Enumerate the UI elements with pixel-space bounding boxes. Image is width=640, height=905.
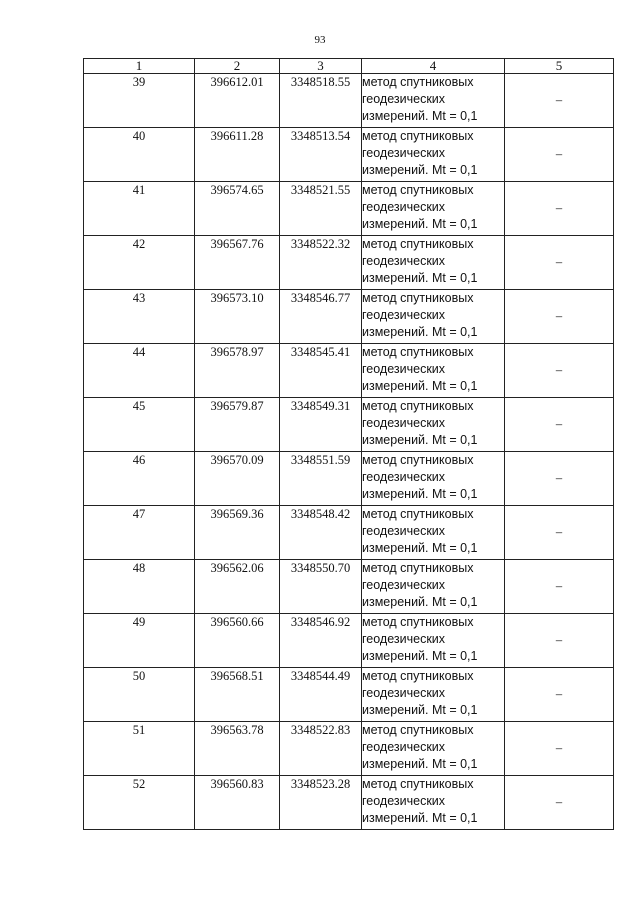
empty-value-dash: –: [505, 182, 614, 236]
method-description: [362, 290, 505, 344]
method-description: [362, 668, 505, 722]
coord-y: 3348546.92: [280, 614, 362, 668]
empty-value-dash: –: [505, 74, 614, 128]
table-row: [84, 290, 614, 344]
coord-y: 3348550.70: [280, 560, 362, 614]
table-body: [84, 74, 614, 830]
point-number: 42: [84, 236, 195, 290]
method-line: геодезических: [362, 200, 446, 214]
method-line: метод спутниковых: [362, 669, 474, 683]
table-row: [84, 560, 614, 614]
method-line: геодезических: [362, 416, 446, 430]
method-line: измерений. Mt = 0,1: [362, 595, 478, 609]
method-line: геодезических: [362, 578, 446, 592]
method-description: [362, 776, 505, 830]
coord-y: 3348522.83: [280, 722, 362, 776]
method-line: измерений. Mt = 0,1: [362, 541, 478, 555]
method-line: измерений. Mt = 0,1: [362, 325, 478, 339]
coord-y: 3348523.28: [280, 776, 362, 830]
table-row: [84, 398, 614, 452]
coord-x: 396570.09: [195, 452, 280, 506]
empty-value-dash: –: [505, 236, 614, 290]
point-number: 48: [84, 560, 195, 614]
coord-x: 396560.66: [195, 614, 280, 668]
method-line: метод спутниковых: [362, 615, 474, 629]
coord-y: 3348548.42: [280, 506, 362, 560]
table-row: [84, 182, 614, 236]
method-line: измерений. Mt = 0,1: [362, 109, 478, 123]
empty-value-dash: –: [505, 290, 614, 344]
empty-value-dash: –: [505, 560, 614, 614]
coord-x: 396612.01: [195, 74, 280, 128]
method-line: измерений. Mt = 0,1: [362, 649, 478, 663]
table-row: [84, 776, 614, 830]
method-line: геодезических: [362, 92, 446, 106]
method-line: метод спутниковых: [362, 723, 474, 737]
point-number: 49: [84, 614, 195, 668]
empty-value-dash: –: [505, 452, 614, 506]
method-line: измерений. Mt = 0,1: [362, 433, 478, 447]
point-number: 40: [84, 128, 195, 182]
coord-y: 3348545.41: [280, 344, 362, 398]
method-description: [362, 560, 505, 614]
method-line: геодезических: [362, 362, 446, 376]
page-number: 93: [314, 34, 326, 46]
method-line: геодезических: [362, 740, 446, 754]
method-line: измерений. Mt = 0,1: [362, 271, 478, 285]
method-line: геодезических: [362, 794, 446, 808]
coord-x: 396560.83: [195, 776, 280, 830]
method-line: измерений. Mt = 0,1: [362, 703, 478, 717]
coord-y: 3348521.55: [280, 182, 362, 236]
table-row: [84, 668, 614, 722]
method-description: [362, 506, 505, 560]
point-number: 46: [84, 452, 195, 506]
header-col-3: 3: [280, 59, 362, 74]
coord-x: 396567.76: [195, 236, 280, 290]
method-line: геодезических: [362, 686, 446, 700]
table-row: [84, 722, 614, 776]
method-line: измерений. Mt = 0,1: [362, 217, 478, 231]
method-line: геодезических: [362, 146, 446, 160]
header-col-5: 5: [505, 59, 614, 74]
coord-x: 396562.06: [195, 560, 280, 614]
coord-x: 396573.10: [195, 290, 280, 344]
method-description: [362, 74, 505, 128]
method-line: геодезических: [362, 308, 446, 322]
empty-value-dash: –: [505, 668, 614, 722]
method-line: метод спутниковых: [362, 453, 474, 467]
method-description: [362, 236, 505, 290]
coord-x: 396611.28: [195, 128, 280, 182]
coord-y: 3348549.31: [280, 398, 362, 452]
method-line: метод спутниковых: [362, 777, 474, 791]
method-line: метод спутниковых: [362, 399, 474, 413]
method-line: геодезических: [362, 470, 446, 484]
method-description: [362, 614, 505, 668]
point-number: 44: [84, 344, 195, 398]
empty-value-dash: –: [505, 776, 614, 830]
table-row: [84, 236, 614, 290]
header-col-4: 4: [362, 59, 505, 74]
table-row: [84, 128, 614, 182]
point-number: 45: [84, 398, 195, 452]
method-line: геодезических: [362, 524, 446, 538]
coord-x: 396574.65: [195, 182, 280, 236]
method-description: [362, 398, 505, 452]
method-line: метод спутниковых: [362, 237, 474, 251]
coord-y: 3348546.77: [280, 290, 362, 344]
header-col-2: 2: [195, 59, 280, 74]
method-line: метод спутниковых: [362, 75, 474, 89]
coord-x: 396579.87: [195, 398, 280, 452]
coord-x: 396578.97: [195, 344, 280, 398]
method-description: [362, 344, 505, 398]
empty-value-dash: –: [505, 398, 614, 452]
coord-x: 396563.78: [195, 722, 280, 776]
coord-y: 3348518.55: [280, 74, 362, 128]
table-row: [84, 452, 614, 506]
point-number: 39: [84, 74, 195, 128]
coord-y: 3348513.54: [280, 128, 362, 182]
empty-value-dash: –: [505, 614, 614, 668]
method-line: метод спутниковых: [362, 183, 474, 197]
point-number: 52: [84, 776, 195, 830]
empty-value-dash: –: [505, 506, 614, 560]
method-line: метод спутниковых: [362, 561, 474, 575]
point-number: 43: [84, 290, 195, 344]
header-row: [84, 59, 614, 74]
point-number: 50: [84, 668, 195, 722]
coordinates-table: [83, 58, 614, 830]
method-description: [362, 722, 505, 776]
method-line: метод спутниковых: [362, 291, 474, 305]
method-description: [362, 182, 505, 236]
method-line: измерений. Mt = 0,1: [362, 487, 478, 501]
method-line: геодезических: [362, 632, 446, 646]
coord-y: 3348551.59: [280, 452, 362, 506]
method-line: измерений. Mt = 0,1: [362, 163, 478, 177]
method-line: метод спутниковых: [362, 507, 474, 521]
method-line: геодезических: [362, 254, 446, 268]
point-number: 47: [84, 506, 195, 560]
method-description: [362, 452, 505, 506]
table-row: [84, 506, 614, 560]
empty-value-dash: –: [505, 344, 614, 398]
method-line: измерений. Mt = 0,1: [362, 379, 478, 393]
coord-x: 396569.36: [195, 506, 280, 560]
point-number: 41: [84, 182, 195, 236]
point-number: 51: [84, 722, 195, 776]
method-line: метод спутниковых: [362, 129, 474, 143]
method-line: метод спутниковых: [362, 345, 474, 359]
coord-y: 3348544.49: [280, 668, 362, 722]
coord-y: 3348522.32: [280, 236, 362, 290]
method-line: измерений. Mt = 0,1: [362, 811, 478, 825]
table-row: [84, 614, 614, 668]
method-line: измерений. Mt = 0,1: [362, 757, 478, 771]
header-col-1: 1: [84, 59, 195, 74]
empty-value-dash: –: [505, 722, 614, 776]
table-row: [84, 74, 614, 128]
coord-x: 396568.51: [195, 668, 280, 722]
empty-value-dash: –: [505, 128, 614, 182]
table-row: [84, 344, 614, 398]
method-description: [362, 128, 505, 182]
